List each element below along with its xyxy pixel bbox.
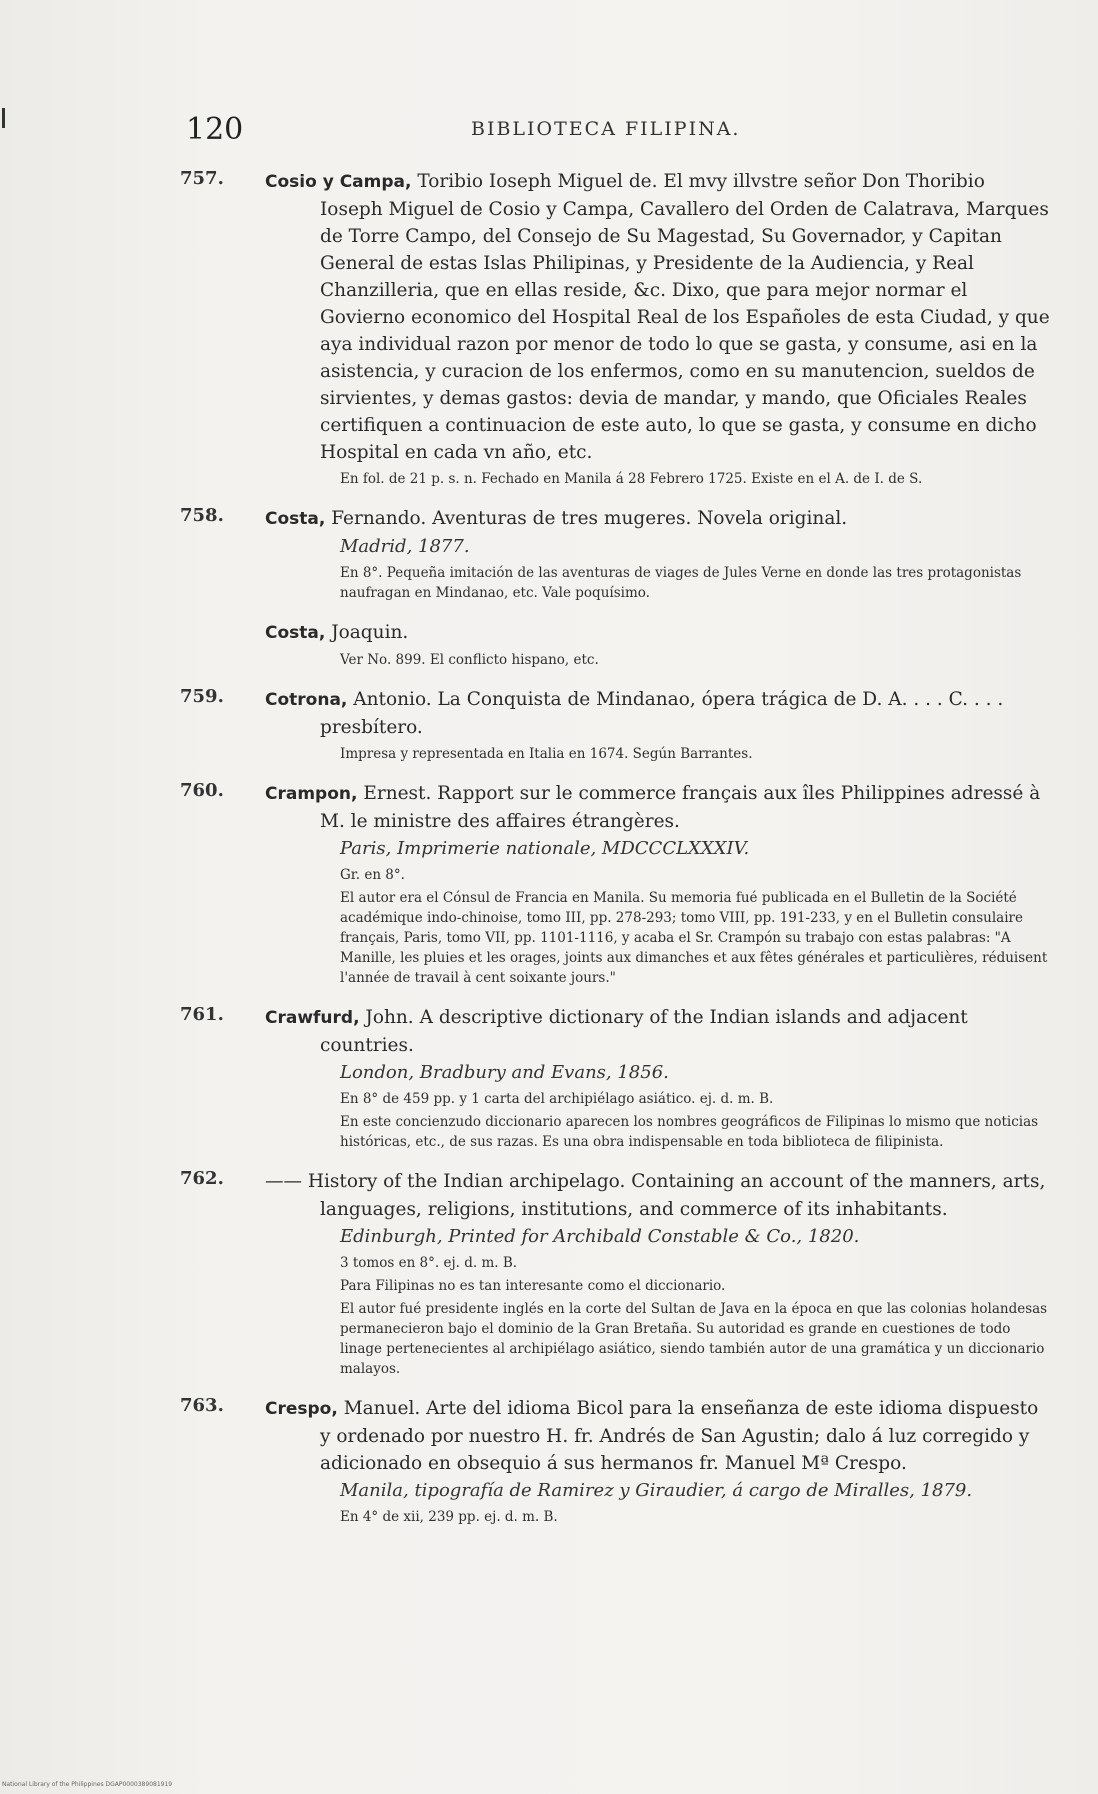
entry-title — [265, 1004, 1050, 1059]
entry-text: Ernest. Rapport sur le commerce français aux îles Philippines adressé à M. le ministre des affaires étrangères. — [320, 783, 1041, 832]
entry-imprint: Madrid, 1877. — [340, 536, 470, 557]
bibliography-entry — [180, 780, 1050, 988]
entry-note: En este concienzudo diccionario aparecen los nombres geográficos de Filipinas lo mismo que noticias históricas, etc., de sus razas. Es una obra indispensable en toda biblioteca de filipinista. — [340, 1114, 1039, 1150]
entry-number: 759. — [180, 686, 224, 707]
entry-number: 760. — [180, 780, 224, 801]
entry-title — [265, 619, 1050, 647]
entry-text: Toribio Ioseph Miguel de. El mvy illvstre señor Don Thoribio Ioseph Miguel de Cosio y Campa, Cavallero del Orden de Calatrava, Marques de Torre Campo, del Consejo de Su Magestad, Su Governador, y Capitan General de estas Islas Philipinas, y Presidente de la Audiencia, y Real Chanzilleria, que en ellas reside, &c. Dixo, que para mejor normar el Govierno economico del Hospital Real de los Españoles de esta Ciudad, y que aya individual razon por menor de todo lo que se gasta, y consume, asi en la asistencia, y curacion de los enfermos, como en su manutencion, sueldos de sirvientes, y demas gastos: devia de mandar, y mando, que Oficiales Reales certifiquen a continuacion de este auto, lo que se gasta, y consume en dicho Hospital en cada vn año, etc. — [320, 171, 1050, 463]
bibliography-entry — [180, 619, 1050, 670]
entry-title — [265, 780, 1050, 835]
entry-note: En 4° de xii, 239 pp. ej. d. m. B. — [340, 1509, 558, 1525]
entry-author: Cotrona, — [265, 690, 348, 710]
entry-note: En 8° de 459 pp. y 1 carta del archipiélago asiático. ej. d. m. B. — [340, 1091, 774, 1107]
entry-text: —— History of the Indian archipelago. Containing an account of the manners, arts, languages, religions, institutions, and commerce of its inhabitants. — [265, 1171, 1046, 1220]
bibliography-entry — [180, 686, 1050, 764]
entry-title — [265, 686, 1050, 741]
entry-author: Costa, — [265, 509, 326, 529]
bibliography-entry — [180, 1395, 1050, 1527]
entry-number: 757. — [180, 168, 224, 189]
entry-note: Impresa y representada en Italia en 1674. Según Barrantes. — [340, 746, 753, 762]
page-number: 120 — [186, 112, 244, 147]
bibliography-entry — [180, 505, 1050, 603]
entry-imprint: Manila, tipografía de Ramirez y Giraudier, á cargo de Miralles, 1879. — [340, 1480, 973, 1501]
entry-number: 763. — [180, 1395, 224, 1416]
entry-note: El autor fué presidente inglés en la corte del Sultan de Java en la época en que las colonias holandesas permanecieron bajo el dominio de la Gran Bretaña. Su autoridad es grande en cuestiones de todo linage pertenecientes al archipiélago asiático, siendo también autor de una gramática y un diccionario malayos. — [340, 1301, 1048, 1377]
bibliography-entries — [180, 168, 1050, 1543]
bibliography-entry — [180, 1004, 1050, 1152]
page-header — [186, 112, 1046, 152]
entry-number: 761. — [180, 1004, 224, 1025]
entry-note: En fol. de 21 p. s. n. Fechado en Manila á 28 Febrero 1725. Existe en el A. de I. de S. — [340, 471, 923, 487]
entry-text: Joaquin. — [325, 622, 409, 643]
entry-imprint: Edinburgh, Printed for Archibald Constable & Co., 1820. — [340, 1226, 860, 1247]
entry-text: Antonio. La Conquista de Mindanao, ópera trágica de D. A. . . . C. . . . presbítero. — [320, 689, 1004, 738]
bibliography-entry — [180, 1168, 1050, 1379]
entry-author: Crawfurd, — [265, 1008, 360, 1028]
bibliography-entry — [180, 168, 1050, 489]
entry-title — [265, 168, 1050, 466]
entry-text: John. A descriptive dictionary of the Indian islands and adjacent countries. — [320, 1007, 968, 1056]
running-title: BIBLIOTECA FILIPINA. — [471, 118, 741, 140]
entry-title — [265, 1168, 1050, 1223]
scan-mark — [2, 108, 5, 128]
entry-author: Costa, — [265, 623, 326, 643]
entry-author: Crampon, — [265, 784, 358, 804]
entry-note: Gr. en 8°. — [340, 867, 405, 883]
entry-text: Fernando. Aventuras de tres mugeres. Novela original. — [325, 508, 848, 529]
entry-note: Ver No. 899. El conflicto hispano, etc. — [340, 652, 599, 668]
entry-imprint: Paris, Imprimerie nationale, MDCCCLXXXIV. — [340, 838, 750, 859]
entry-title — [265, 1395, 1050, 1477]
entry-note: El autor era el Cónsul de Francia en Manila. Su memoria fué publicada en el Bulletin de la Société académique indo-chinoise, tomo III, pp. 278-293; tomo VIII, pp. 191-233, y en el Bulletin consulaire français, Paris, tomo VII, pp. 1101-1116, y acaba el Sr. Crampón su trabajo con estas palabras: "A Manille, les pluies et les orages, joints aux dimanches et aux fêtes générales et particulières, réduisent l'année de travail à cent soixante jours." — [340, 890, 1048, 986]
footer-credit: National Library of the Philippines DGAP0000389081919 — [2, 1781, 173, 1788]
entry-number: 762. — [180, 1168, 224, 1189]
entry-number: 758. — [180, 505, 224, 526]
entry-imprint: London, Bradbury and Evans, 1856. — [340, 1062, 669, 1083]
entry-author: Cosio y Campa, — [265, 172, 412, 192]
entry-title — [265, 505, 1050, 533]
entry-author: Crespo, — [265, 1399, 338, 1419]
entry-note: 3 tomos en 8°. ej. d. m. B. — [340, 1255, 518, 1271]
entry-text: Manuel. Arte del idioma Bicol para la enseñanza de este idioma dispuesto y ordenado por nuestro H. fr. Andrés de San Agustin; dalo á luz corregido y adicionado en obsequio á sus hermanos fr. Manuel Mª Crespo. — [320, 1398, 1039, 1474]
entry-note: En 8°. Pequeña imitación de las aventuras de viages de Jules Verne en donde las tres protagonistas naufragan en Mindanao, etc. Vale poquísimo. — [340, 565, 1022, 601]
entry-note: Para Filipinas no es tan interesante como el diccionario. — [340, 1278, 726, 1294]
